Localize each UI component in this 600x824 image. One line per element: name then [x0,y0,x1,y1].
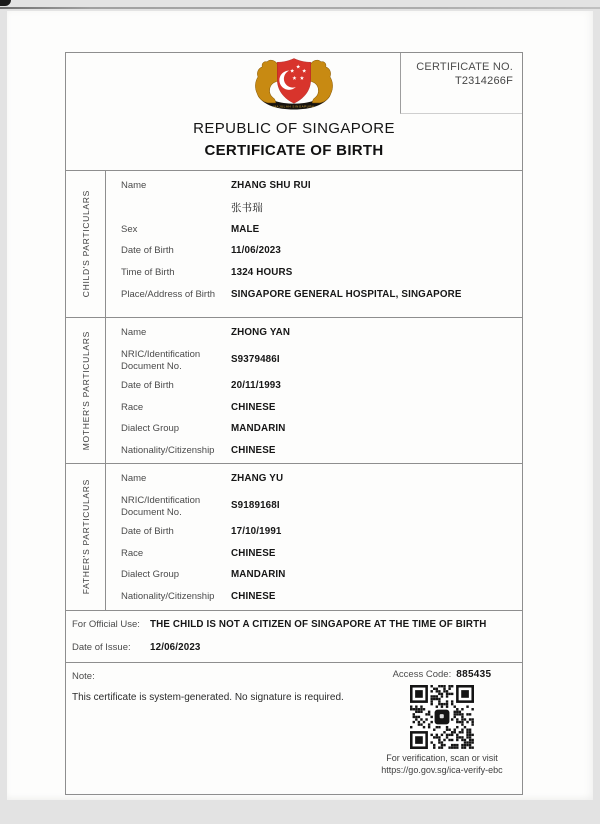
field-row [121,348,522,379]
father-name-value: ZHANG YU [231,473,284,484]
access-code-label: Access Code: [392,669,452,680]
crest-motto-text: MAJULAH SINGAPURA [273,104,315,109]
child-dob-value: 11/06/2023 [231,245,281,257]
certificate-number-box [400,53,522,114]
access-code-value: 885435 [456,669,492,680]
country-title: REPUBLIC OF SINGAPORE [193,120,395,137]
father-section-label: FATHER'S PARTICULARS [80,479,91,595]
date-of-issue-value: 12/06/2023 [150,642,201,653]
father-dob-value: 17/10/1991 [231,525,282,537]
father-nric-value: S9189168I [231,499,280,511]
field-label: Time of Birth [121,267,175,279]
field-row [72,641,522,664]
father-section-label-column [66,464,106,610]
child-name-value: ZHANG SHU RUI [231,180,311,191]
field-row [121,494,522,525]
field-label: Date of Birth [121,245,174,257]
child-particulars-section [66,170,522,317]
field-label: Name [121,180,147,191]
child-sex-value: MALE [231,223,260,235]
official-use-section [66,610,522,662]
mother-section-label-column [66,318,106,463]
certificate-frame [65,52,523,795]
date-of-issue-label: Date of Issue: [72,642,131,653]
citizenship-status-value: THE CHILD IS NOT A CITIZEN OF SINGAPORE AT THE TIME OF BIRTH [150,619,487,630]
child-name-native-value: 张书瑞 [231,201,263,214]
mother-nric-value: S9379486I [231,353,280,365]
field-label: Date of Birth [121,379,174,391]
field-label: Dialect Group [121,423,180,435]
mother-nationality-value: CHINESE [231,445,276,457]
field-row [121,547,522,569]
child-section-label: CHILD'S PARTICULARS [80,190,91,298]
singapore-coat-of-arms [248,55,340,118]
father-fields [106,464,522,610]
field-row [121,288,522,310]
lion-supporter-icon [255,60,278,103]
verification-block [372,669,512,776]
field-row [121,525,522,547]
note-text: This certificate is system-generated. No signature is required. [72,692,344,703]
child-time-of-birth-value: 1324 HOURS [231,267,293,279]
field-label: Name [121,327,147,338]
field-label: NRIC/Identification Document No. [121,348,201,372]
field-row [121,401,522,423]
field-row [121,472,522,494]
mother-particulars-section [66,317,522,463]
note-section [66,662,522,794]
field-label: Place/Address of Birth [121,288,215,300]
father-nationality-value: CHINESE [231,591,276,603]
access-code-line [372,669,512,680]
field-label: NRIC/Identification Document No. [121,494,201,518]
field-label: Sex [121,223,138,235]
field-row [121,244,522,266]
child-section-label-column [66,171,106,317]
field-row [121,266,522,288]
father-particulars-section [66,463,522,610]
child-place-of-birth-value: SINGAPORE GENERAL HOSPITAL, SINGAPORE [231,288,462,300]
field-label: Nationality/Citizenship [121,591,215,603]
header-section [66,53,522,170]
title-block [66,119,522,161]
field-row [121,590,522,612]
scan-corner-artifact [0,0,11,6]
field-label: Race [121,547,144,559]
field-label: Dialect Group [121,569,180,581]
crescent-cutout [284,70,302,88]
certificate-number-value: T2314266F [454,75,513,87]
mother-race-value: CHINESE [231,401,276,413]
father-race-value: CHINESE [231,547,276,559]
field-row [121,326,522,348]
verify-caption-line1: For verification, scan or visit [386,753,498,763]
field-row [121,568,522,590]
mother-name-value: ZHONG YAN [231,327,291,338]
field-row [121,179,522,223]
qr-code [410,685,474,749]
field-label: Nationality/Citizenship [121,445,215,457]
field-row [121,379,522,401]
field-row [121,422,522,444]
certificate-number-label: CERTIFICATE NO. [416,61,513,73]
mother-fields [106,318,522,463]
scan-edge-artifact [0,7,600,9]
field-label: Date of Birth [121,525,174,537]
verify-caption-line2: https://go.gov.sg/ica-verify-ebc [381,764,503,775]
child-fields [106,171,522,317]
official-use-label: For Official Use: [72,619,140,630]
mother-dob-value: 20/11/1993 [231,379,281,391]
mother-dialect-value: MANDARIN [231,423,286,435]
document-title: CERTIFICATE OF BIRTH [204,142,384,159]
field-label: Race [121,401,144,413]
father-dialect-value: MANDARIN [231,569,286,581]
mother-section-label: MOTHER'S PARTICULARS [80,330,91,451]
field-row [121,223,522,245]
field-value-group [231,179,311,222]
tiger-supporter-icon [310,60,333,103]
note-label: Note: [72,671,95,682]
field-label: Name [121,473,147,484]
field-row [72,618,522,641]
coat-of-arms-icon [248,55,340,113]
